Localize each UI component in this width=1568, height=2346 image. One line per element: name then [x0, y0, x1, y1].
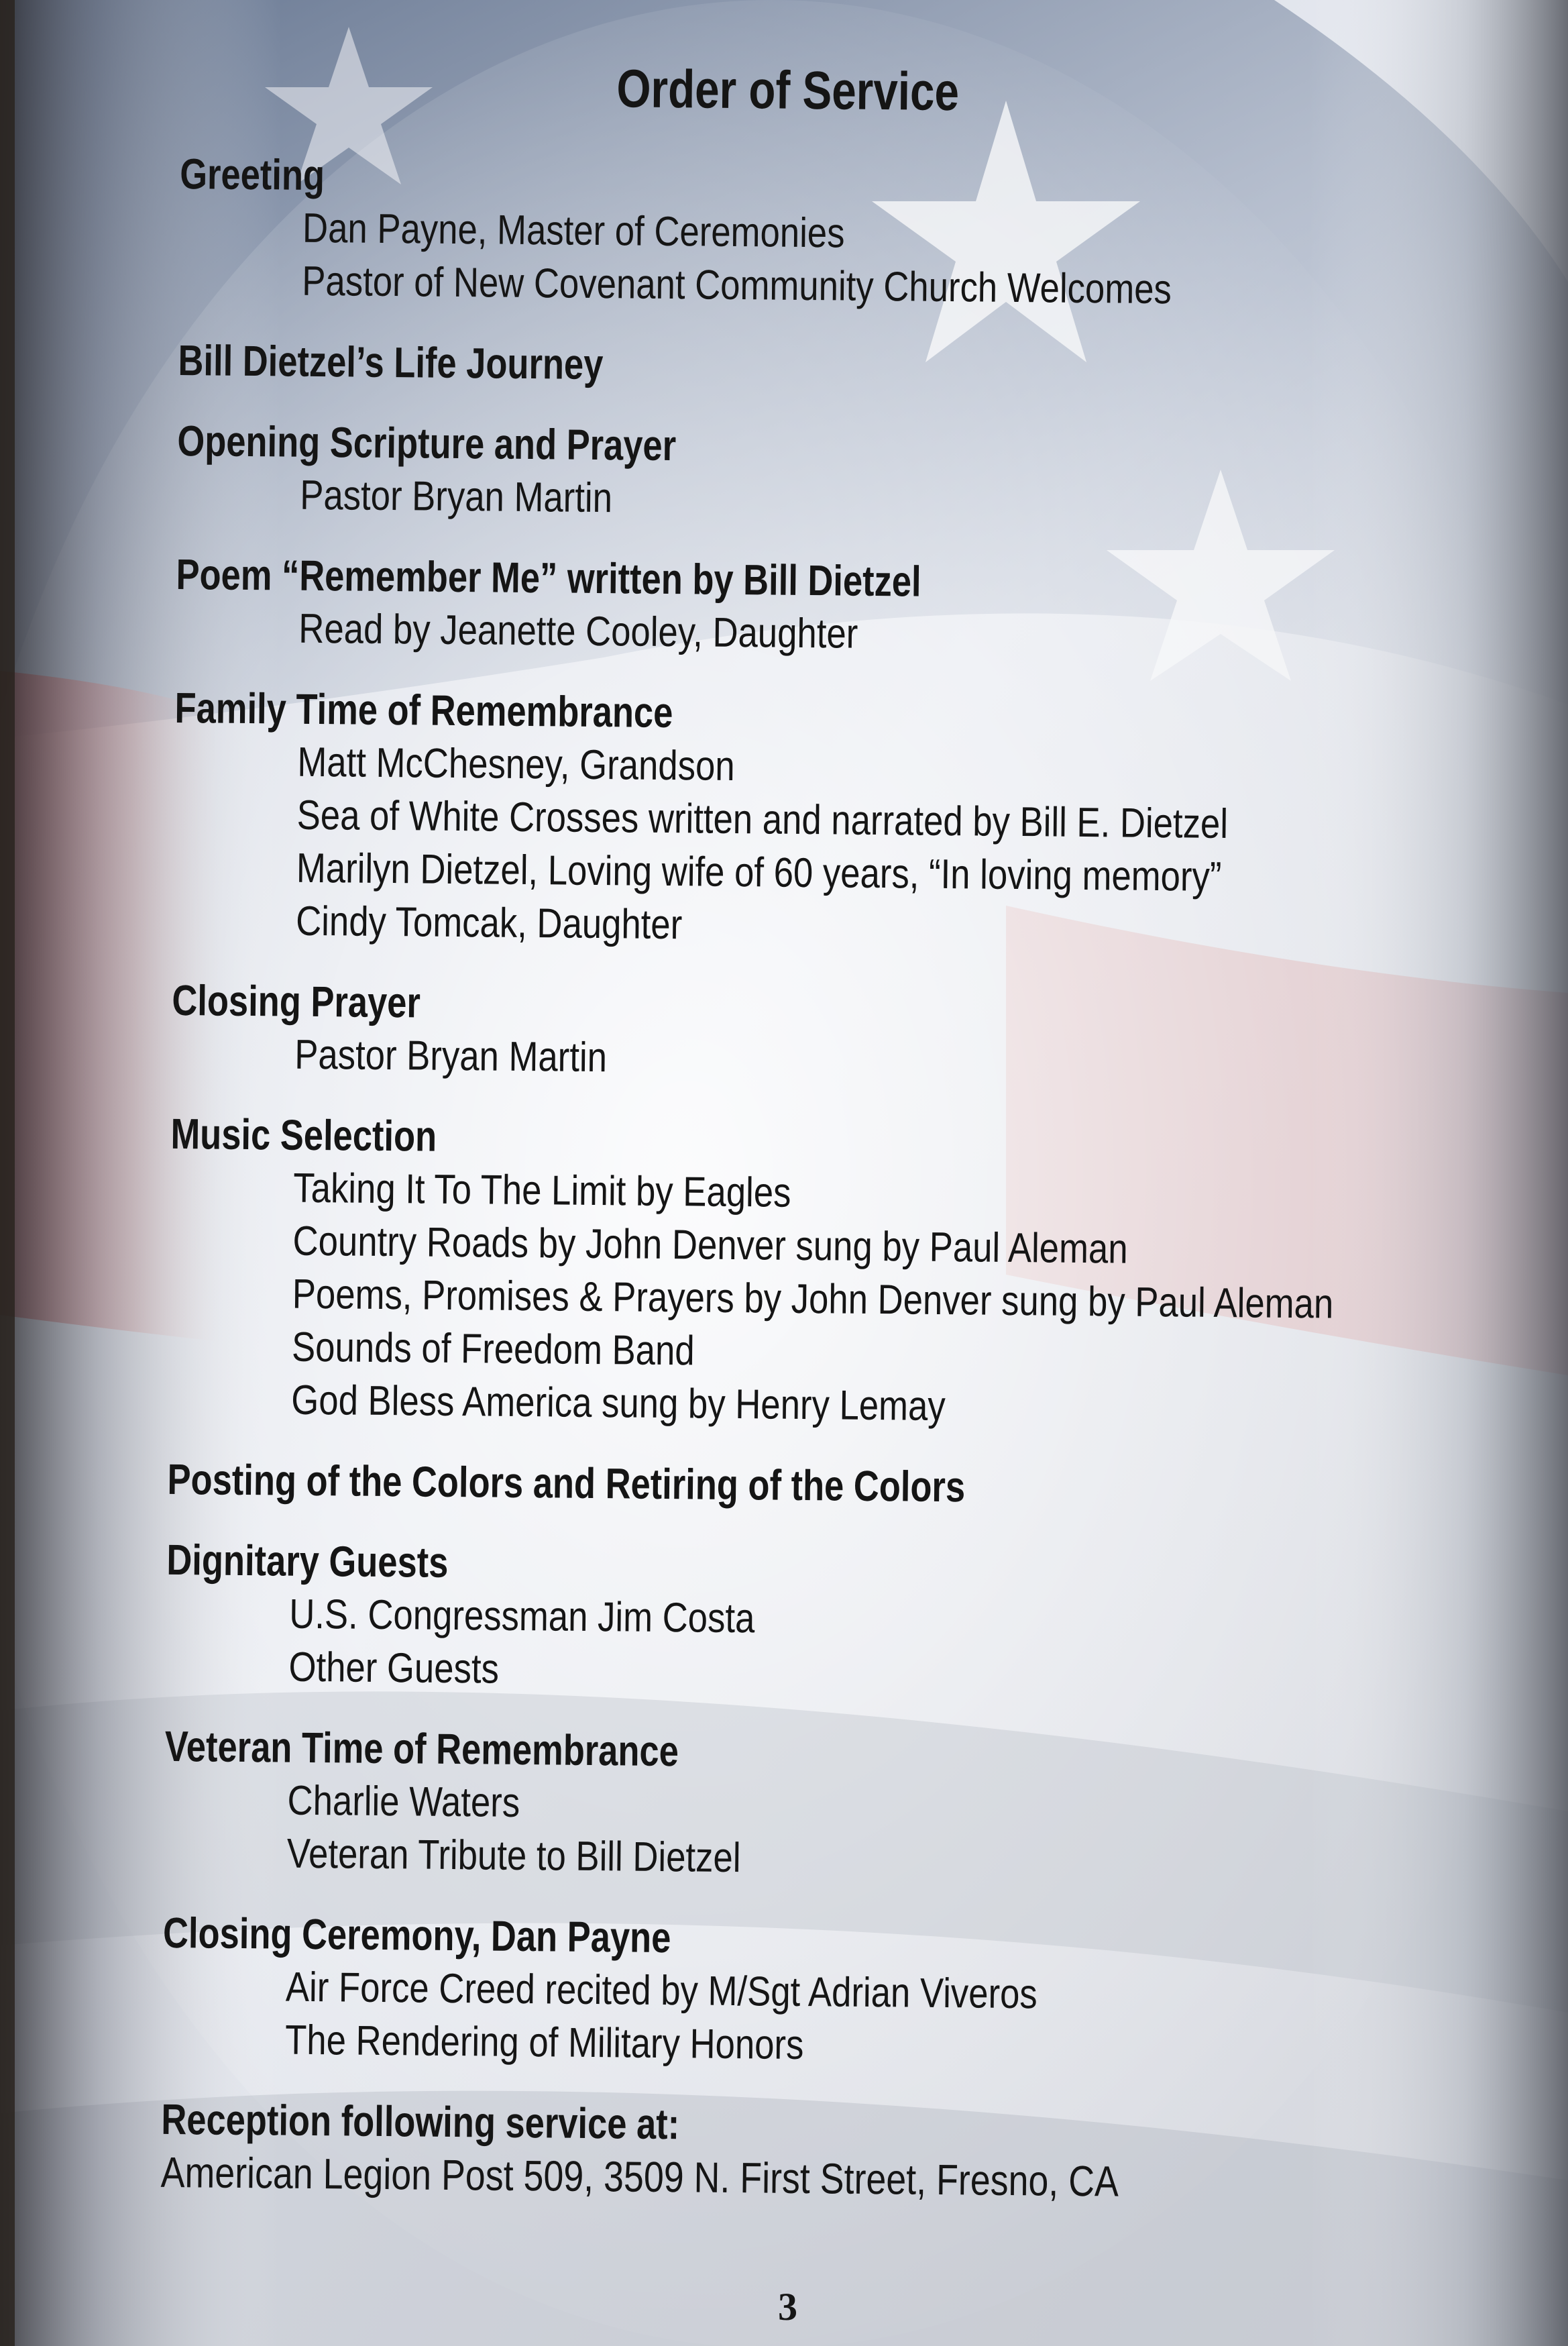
- section-heading: Veteran Time of Remembrance: [164, 1721, 679, 1776]
- section-poem: [175, 548, 1504, 667]
- section-item: Read by Jeanette Cooley, Daughter: [298, 605, 858, 657]
- service-sections: [160, 148, 1508, 2239]
- section-item: Pastor of New Covenant Community Church Welcomes: [302, 258, 1172, 313]
- section-item: Sea of White Crosses written and narrated by Bill E. Dietzel: [296, 792, 1229, 848]
- section-item: Matt McChesney, Grandson: [297, 739, 735, 790]
- page-number: 3: [778, 2285, 797, 2329]
- section-dignitary-guests: [166, 1534, 1495, 1705]
- section-item: Country Roads by John Denver sung by Paul Aleman: [292, 1218, 1128, 1273]
- page-title: Order of Service: [616, 58, 960, 122]
- section-item: Dan Payne, Master of Ceremonies: [302, 205, 845, 257]
- section-closing-prayer: [171, 974, 1500, 1093]
- section-heading: Opening Scripture and Prayer: [177, 416, 677, 470]
- section-item: Pastor Bryan Martin: [299, 472, 613, 522]
- reception-heading: Reception following service at:: [161, 2094, 680, 2149]
- section-closing-ceremony: [162, 1907, 1491, 2078]
- section-item: U.S. Congressman Jim Costa: [288, 1591, 755, 1642]
- section-opening-scripture: [176, 415, 1505, 533]
- section-greeting: [178, 148, 1508, 319]
- section-heading: Poem “Remember Me” written by Bill Dietzel: [176, 549, 921, 606]
- section-item: Charlie Waters: [287, 1777, 520, 1826]
- section-item: Marilyn Dietzel, Loving wife of 60 years, “In loving memory”: [296, 845, 1222, 900]
- reception-address: American Legion Post 509, 3509 N. First Street, Fresno, CA: [160, 2147, 1119, 2206]
- section-heading: Closing Ceremony, Dan Payne: [162, 1908, 671, 1962]
- section-heading: Greeting: [179, 149, 325, 200]
- section-reception: [160, 2093, 1489, 2212]
- section-heading: Posting of the Colors and Retiring of the Colors: [167, 1454, 966, 1511]
- section-item: Veteran Tribute to Bill Dietzel: [286, 1830, 741, 1882]
- section-veteran-remembrance: [164, 1720, 1493, 1892]
- section-heading: Bill Dietzel’s Life Journey: [178, 335, 604, 389]
- section-item: The Rendering of Military Honors: [284, 2017, 804, 2069]
- section-posting-colors: [167, 1453, 1496, 1519]
- section-item: Other Guests: [288, 1644, 500, 1693]
- section-item: Sounds of Freedom Band: [291, 1324, 695, 1375]
- section-item: Poems, Promises & Prayers by John Denver sung by Paul Aleman: [292, 1271, 1334, 1328]
- section-item: Cindy Tomcak, Daughter: [295, 898, 683, 949]
- section-item: Air Force Creed recited by M/Sgt Adrian Viveros: [285, 1964, 1038, 2018]
- section-heading: Closing Prayer: [172, 975, 421, 1027]
- section-life-journey: [178, 334, 1506, 400]
- order-of-service-content: [160, 54, 1509, 2280]
- section-item: God Bless America sung by Henry Lemay: [291, 1377, 946, 1430]
- section-family-remembrance: [172, 682, 1503, 959]
- section-item: Pastor Bryan Martin: [294, 1031, 608, 1081]
- section-item: Taking It To The Limit by Eagles: [293, 1165, 791, 1216]
- section-heading: Family Time of Remembrance: [174, 683, 673, 737]
- section-heading: Music Selection: [170, 1109, 437, 1161]
- section-music-selection: [168, 1108, 1498, 1438]
- section-heading: Dignitary Guests: [166, 1535, 449, 1587]
